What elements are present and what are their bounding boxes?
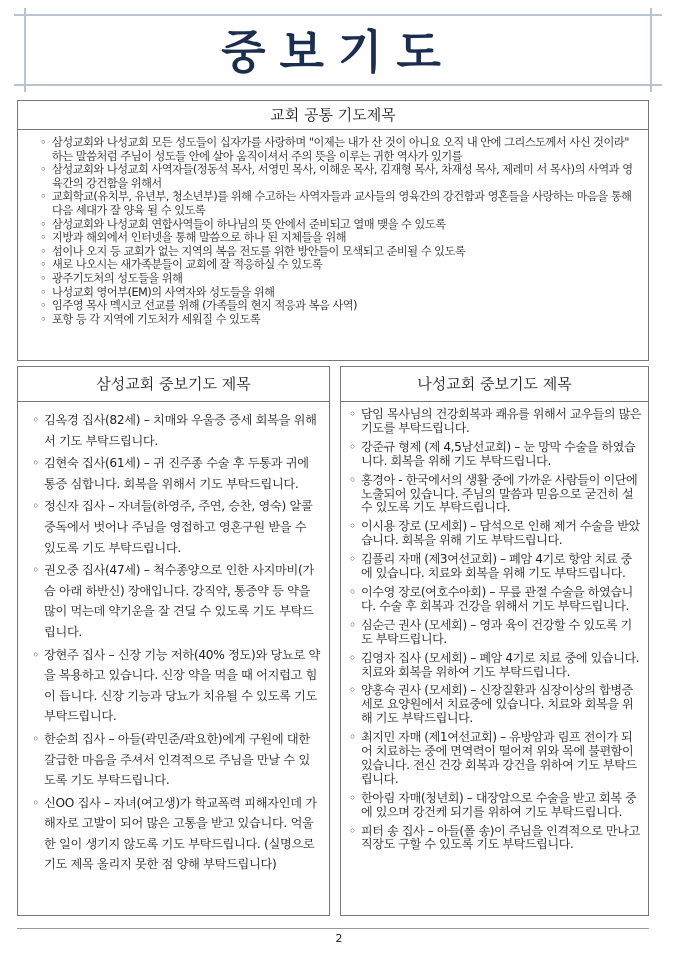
list-item: ◦ 광주기도처의 성도들을 위해 — [52, 272, 636, 286]
list-item: ◦ 홍경아 - 한국에서의 생활 중에 가까운 사람들이 이단에 노출되어 있습니다. 주님의 말씀과 믿음으로 굳건히 설 수 있도록 기도 부탁드립니다. — [361, 474, 642, 516]
list-item: ◦ 피터 송 집사 – 아들(폴 송)이 주님을 인격적으로 만나고 직장도 구할 수 있도록 기도 부탁드립니다. — [361, 825, 642, 853]
page-title: 중보기도 — [221, 25, 455, 79]
list-item: ◦ 섬이나 오지 등 교회가 없는 지역의 복음 전도를 위한 방안들이 모색되고 준비될 수 있도록 — [52, 245, 636, 259]
list-item: ◦ 교회학교(유치부, 유년부, 청소년부)를 위해 수고하는 사역자들과 교사들의 영육간의 강건함과 영혼들을 사랑하는 마음을 통해 다음 세대가 잘 양육 될 수 있도록 — [52, 190, 636, 217]
samsung-prayer-box — [17, 366, 330, 916]
list-item: ◦ 나성교회 영어부(EM)의 사역자와 성도들을 위해 — [52, 286, 636, 300]
list-item: ◦ 신OO 집사 – 자녀(여고생)가 학교폭력 피해자인데 가해자로 고발이 되어 많은 고통을 받고 있습니다. 억울한 일이 생기지 않도록 기도 부탁드립니다. (실명으로 기도 제목 올리지 못한 점 양해 부탁드립니다) — [44, 793, 321, 875]
list-item: ◦ 포항 등 각 지역에 기도처가 세워질 수 있도록 — [52, 313, 636, 327]
banner-bottom-rule — [14, 84, 662, 86]
common-prayer-heading: 교회 공통 기도제목 — [18, 101, 648, 130]
list-item: ◦ 이시용 장로 (모세회) – 담석으로 인해 제거 수술을 받았습니다. 회복을 위해 기도 부탁드립니다. — [361, 520, 642, 548]
list-item: ◦ 양홍숙 권사 (모세회) – 신장질환과 심장이상의 합병증세로 요양원에서 치료중에 있습니다. 치료와 회복을 위해 기도 부탁드립니다. — [361, 684, 642, 726]
list-item: ◦ 지방과 해외에서 인터넷을 통해 말씀으로 하나 된 지체들을 위해 — [52, 231, 636, 245]
list-item: ◦ 김옥경 집사(82세) – 치매와 우울증 증세 회복을 위해서 기도 부탁드립니다. — [44, 410, 321, 451]
list-item: ◦ 삼성교회와 나성교회 모든 성도들이 십자가를 사랑하며 "이제는 내가 산 것이 아니요 오직 내 안에 그리스도께서 사신 것이라" 하는 말씀처럼 주님이 성도들 안에 살아 움직이셔서 주의 뜻을 이루는 귀한 역사가 있기를 — [52, 136, 636, 163]
list-item: ◦ 삼성교회와 나성교회 연합사역들이 하나님의 뜻 안에서 준비되고 열매 맺을 수 있도록 — [52, 218, 636, 232]
banner-top-rule — [14, 14, 662, 16]
list-item: ◦ 강준규 형제 (제 4,5남선교회) – 눈 망막 수술을 하였습니다. 회복을 위해 기도 부탁드립니다. — [361, 441, 642, 469]
list-item: ◦ 정신자 집사 – 자녀들(하영주, 주연, 승찬, 영숙) 알콜중독에서 벗어나 주님을 영접하고 영혼구원 받을 수 있도록 기도 부탁드립니다. — [44, 496, 321, 558]
list-item: ◦ 임주영 목사 멕시코 선교를 위해 (가족들의 현지 적응과 복음 사역) — [52, 299, 636, 313]
common-prayer-list — [18, 130, 648, 326]
list-item: ◦ 최지민 자매 (제1여선교회) – 유방암과 림프 전이가 되어 치료하는 중에 면역력이 떨어져 위와 목에 불편함이 있습니다. 전신 건강 회복과 강건을 위하여 기도 부탁드립니다. — [361, 731, 642, 787]
naseong-prayer-list — [341, 402, 648, 852]
list-item: ◦ 김풀리 자매 (제3여선교회) – 폐암 4기로 항암 치료 중에 있습니다. 치료와 회복을 위해 기도 부탁드립니다. — [361, 553, 642, 581]
list-item: ◦ 삼성교회와 나성교회 사역자들(정동석 목사, 서영민 목사, 이해운 목사, 김재형 목사, 차재성 목사, 제레미 서 목사)의 사역과 영육간의 강건함을 위해서 — [52, 163, 636, 190]
list-item: ◦ 권오중 집사(47세) – 척수종양으로 인한 사지마비(가슴 아래 하반신) 장애입니다. 강직약, 통증약 등 약을 많이 먹는데 약기운을 잘 견딜 수 있도록 기도 부탁드립니다. — [44, 560, 321, 642]
common-prayer-box — [17, 100, 649, 361]
title-banner — [14, 14, 662, 86]
list-item: ◦ 새로 나오시는 새가족분들이 교회에 잘 적응하실 수 있도록 — [52, 258, 636, 272]
list-item: ◦ 김현숙 집사(61세) – 귀 진주종 수술 후 두통과 귀에 통증 심합니다. 회복을 위해서 기도 부탁드립니다. — [44, 453, 321, 494]
list-item: ◦ 김영자 집사 (모세회) – 폐암 4기로 치료 중에 있습니다. 치료와 회복을 위하여 기도 부탁드립니다. — [361, 652, 642, 680]
list-item: ◦ 이수영 장로(여호수아회) – 무릎 관절 수술을 하였습니다. 수술 후 회복과 건강을 위해서 기도 부탁드립니다. — [361, 586, 642, 614]
samsung-prayer-list — [18, 402, 329, 875]
list-item: ◦ 심순근 권사 (모세회) – 영과 육이 건강할 수 있도록 기도 부탁드립니다. — [361, 619, 642, 647]
list-item: ◦ 장현주 집사 – 신장 기능 저하(40% 정도)와 당뇨로 약을 복용하고 있습니다. 신장 약을 먹을 때 어지럽고 힘이 듭니다. 신장 기능과 당뇨가 치유될 수 있도록 기도 부탁드립니다. — [44, 645, 321, 727]
page-number: 2 — [335, 932, 343, 945]
samsung-prayer-heading: 삼성교회 중보기도 제목 — [18, 367, 329, 402]
naseong-prayer-heading: 나성교회 중보기도 제목 — [341, 367, 648, 402]
list-item: ◦ 한아림 자매(청년회) – 대장암으로 수술을 받고 회복 중에 있으며 강건케 되기를 위하여 기도 부탁드립니다. — [361, 792, 642, 820]
list-item: ◦ 한순희 집사 – 아들(곽민준/곽요한)에게 구원에 대한 갈급한 마음을 주셔서 인격적으로 주님을 만날 수 있도록 기도 부탁드립니다. — [44, 729, 321, 791]
list-item: ◦ 담임 목사님의 건강회복과 쾌유를 위해서 교우들의 많은 기도를 부탁드립니다. — [361, 408, 642, 436]
footer-rule — [17, 928, 649, 929]
naseong-prayer-box — [340, 366, 649, 916]
